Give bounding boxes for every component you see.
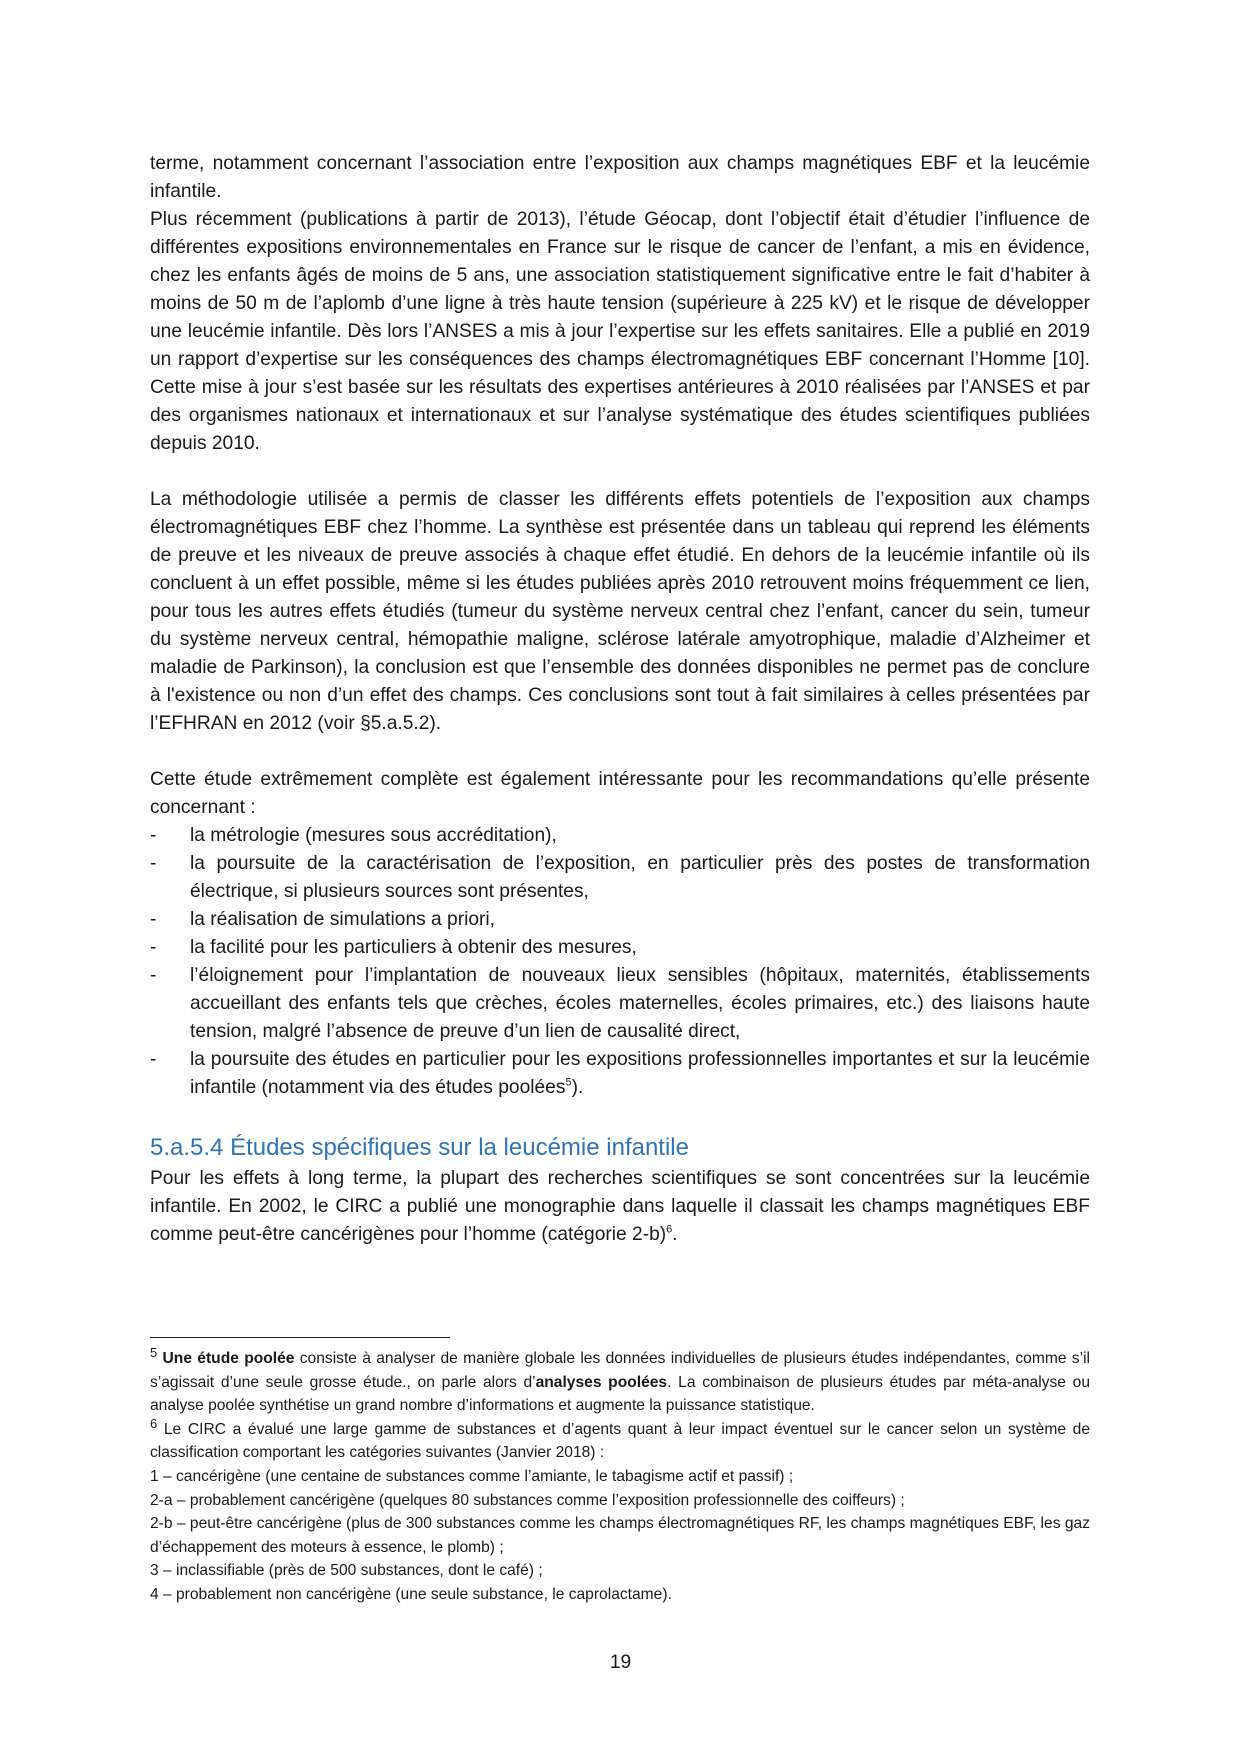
footnote-ref-5[interactable]: 5 [565, 1076, 572, 1089]
footnote-text: . La combinaison de plusieurs études par méta-analyse ou analyse poolée synthétise un grand nombre d’informations et augmente la puissance statistique. [150, 1373, 1090, 1415]
footnote-category: 4 – probablement non cancérigène (une seule substance, le caprolactame). [150, 1585, 672, 1603]
footnote-ref-6[interactable]: 6 [666, 1223, 673, 1236]
footnote-category: 1 – cancérigène (une centaine de substances comme l’amiante, le tabagisme actif et passif) ; [150, 1467, 794, 1485]
footnote-text: consiste à analyser de manière globale les données individuelles de plusieurs études indépendantes, comme s’il s’agissait d’une seule grosse étude., on parle alors d’ [150, 1350, 1090, 1391]
list-item [150, 962, 1090, 1046]
list-item [150, 934, 1090, 962]
body-text [150, 150, 1090, 1249]
footnote-bold-term: analyses poolées [535, 1373, 668, 1391]
list-item-text: la poursuite de la caractérisation de l’exposition, en particulier près des postes de transformation électrique, si plusieurs sources sont présentes, [190, 853, 1090, 902]
bullet-dash: - [150, 937, 157, 958]
list-item [150, 906, 1090, 934]
footnote-6 [150, 1415, 1090, 1465]
list-item-text: l’éloignement pour l’implantation de nouveaux lieux sensibles (hôpitaux, maternités, établissements accueillant des enfants tels que crèches, écoles maternelles, écoles primaires, etc.) des liaisons haute tension, malgré l’absence de preuve d’un lien de causalité direct, [190, 965, 1090, 1042]
list-item-text: la réalisation de simulations a priori, [190, 909, 496, 930]
footnote-number: 5 [150, 1344, 158, 1360]
paragraph-section [150, 1165, 1090, 1249]
list-item [150, 822, 1090, 850]
footnote-category: 3 – inclassifiable (près de 500 substances, dont le café) ; [150, 1562, 543, 1580]
recommendations-list [150, 822, 1090, 1102]
section-heading: 5.a.5.4 Études spécifiques sur la leucémie infantile [150, 1134, 689, 1161]
bullet-dash: - [150, 965, 157, 986]
footnote-5 [150, 1344, 1090, 1418]
paragraph-spacer [150, 458, 1090, 486]
bullet-dash: - [150, 825, 157, 846]
paragraph-spacer [150, 738, 1090, 766]
footnote-bold-term: Une étude poolée [162, 1350, 295, 1367]
footnote-category: 2-a – probablement cancérigène (quelques 80 substances comme l’exposition professionnelle des coiffeurs) ; [150, 1491, 905, 1509]
paragraph-methodology: La méthodologie utilisée a permis de classer les différents effets potentiels de l’exposition aux champs électromagnétiques EBF chez l’homme. La synthèse est présentée dans un tableau qui reprend les éléments de preuve et les niveaux de preuve associés à chaque effet étudié. En dehors de la leucémie infantile où ils concluent à un effet possible, même si les études publiées après 2010 retrouvent moins fréquemment ce lien, pour tous les autres effets étudiés (tumeur du système nerveux central chez l’enfant, cancer du sein, tumeur du système nerveux central, hémopathie maligne, sclérose latérale amyotrophique, maladie d’Alzheimer et maladie de Parkinson), la conclusion est que l’ensemble des données disponibles ne permet pas de conclure à l'existence ou non d’un effet des champs. Ces conclusions sont tout à fait similaires à celles présentées par l’EFHRAN en 2012 (voir §5.a.5.2). [150, 489, 1090, 734]
list-item [150, 1046, 1090, 1102]
paragraph-section-suffix: . [672, 1224, 678, 1245]
bullet-dash: - [150, 853, 157, 874]
paragraph-recommendations-intro: Cette étude extrêmement complète est également intéressante pour les recommandations qu’elle présente concernant : [150, 769, 1090, 818]
list-item-suffix: ). [571, 1077, 584, 1098]
bullet-dash: - [150, 1049, 157, 1070]
footnotes [150, 1344, 1090, 1607]
page-number: 19 [609, 1652, 632, 1673]
bullet-dash: - [150, 909, 157, 930]
paragraph-section-text: Pour les effets à long terme, la plupart des recherches scientifiques se sont concentrées sur la leucémie infantile. En 2002, le CIRC a publié une monographie dans laquelle il classait les champs magnétiques EBF comme peut-être cancérigènes pour l’homme (catégorie 2-b) [150, 1168, 1090, 1245]
list-item [150, 850, 1090, 906]
list-item-text: la poursuite des études en particulier pour les expositions professionnelles importantes et sur la leucémie infantile (notamment via des études poolées [190, 1049, 1090, 1098]
footnote-text: Le CIRC a évalué une large gamme de substances et d’agents quant à leur impact éventuel sur le cancer selon un système de classification comportant les catégories suivantes (Janvier 2018) : [150, 1420, 1090, 1462]
footnote-separator [150, 1337, 450, 1338]
list-item-text: la facilité pour les particuliers à obtenir des mesures, [190, 937, 637, 958]
paragraph-intro-end: terme, notamment concernant l’association entre l’exposition aux champs magnétiques EBF et la leucémie infantile. [150, 153, 1090, 202]
footnote-category: 2-b – peut-être cancérigène (plus de 300 substances comme les champs électromagnétiques RF, les champs magnétiques EBF, les gaz d’échappement des moteurs à essence, le plomb) ; [150, 1515, 1090, 1556]
paragraph-geocap: Plus récemment (publications à partir de 2013), l’étude Géocap, dont l’objectif était d’étudier l’influence de différentes expositions environnementales en France sur le risque de cancer de l’enfant, a mis en évidence, chez les enfants âgés de moins de 5 ans, une association statistiquement significative entre le fait d’habiter à moins de 50 m de l’aplomb d’une ligne à très haute tension (supérieure à 225 kV) et le risque de développer une leucémie infantile. Dès lors l’ANSES a mis à jour l’expertise sur les effets sanitaires. Elle a publié en 2019 un rapport d’expertise sur les conséquences des champs électromagnétiques EBF concernant l’Homme [10]. Cette mise à jour s’est basée sur les résultats des expertises antérieures à 2010 réalisées par l’ANSES et par des organismes nationaux et internationaux et sur l’analyse systématique des études scientifiques publiées depuis 2010. [150, 209, 1090, 454]
list-item-text: la métrologie (mesures sous accréditation), [190, 825, 557, 846]
footnote-number: 6 [150, 1415, 158, 1431]
